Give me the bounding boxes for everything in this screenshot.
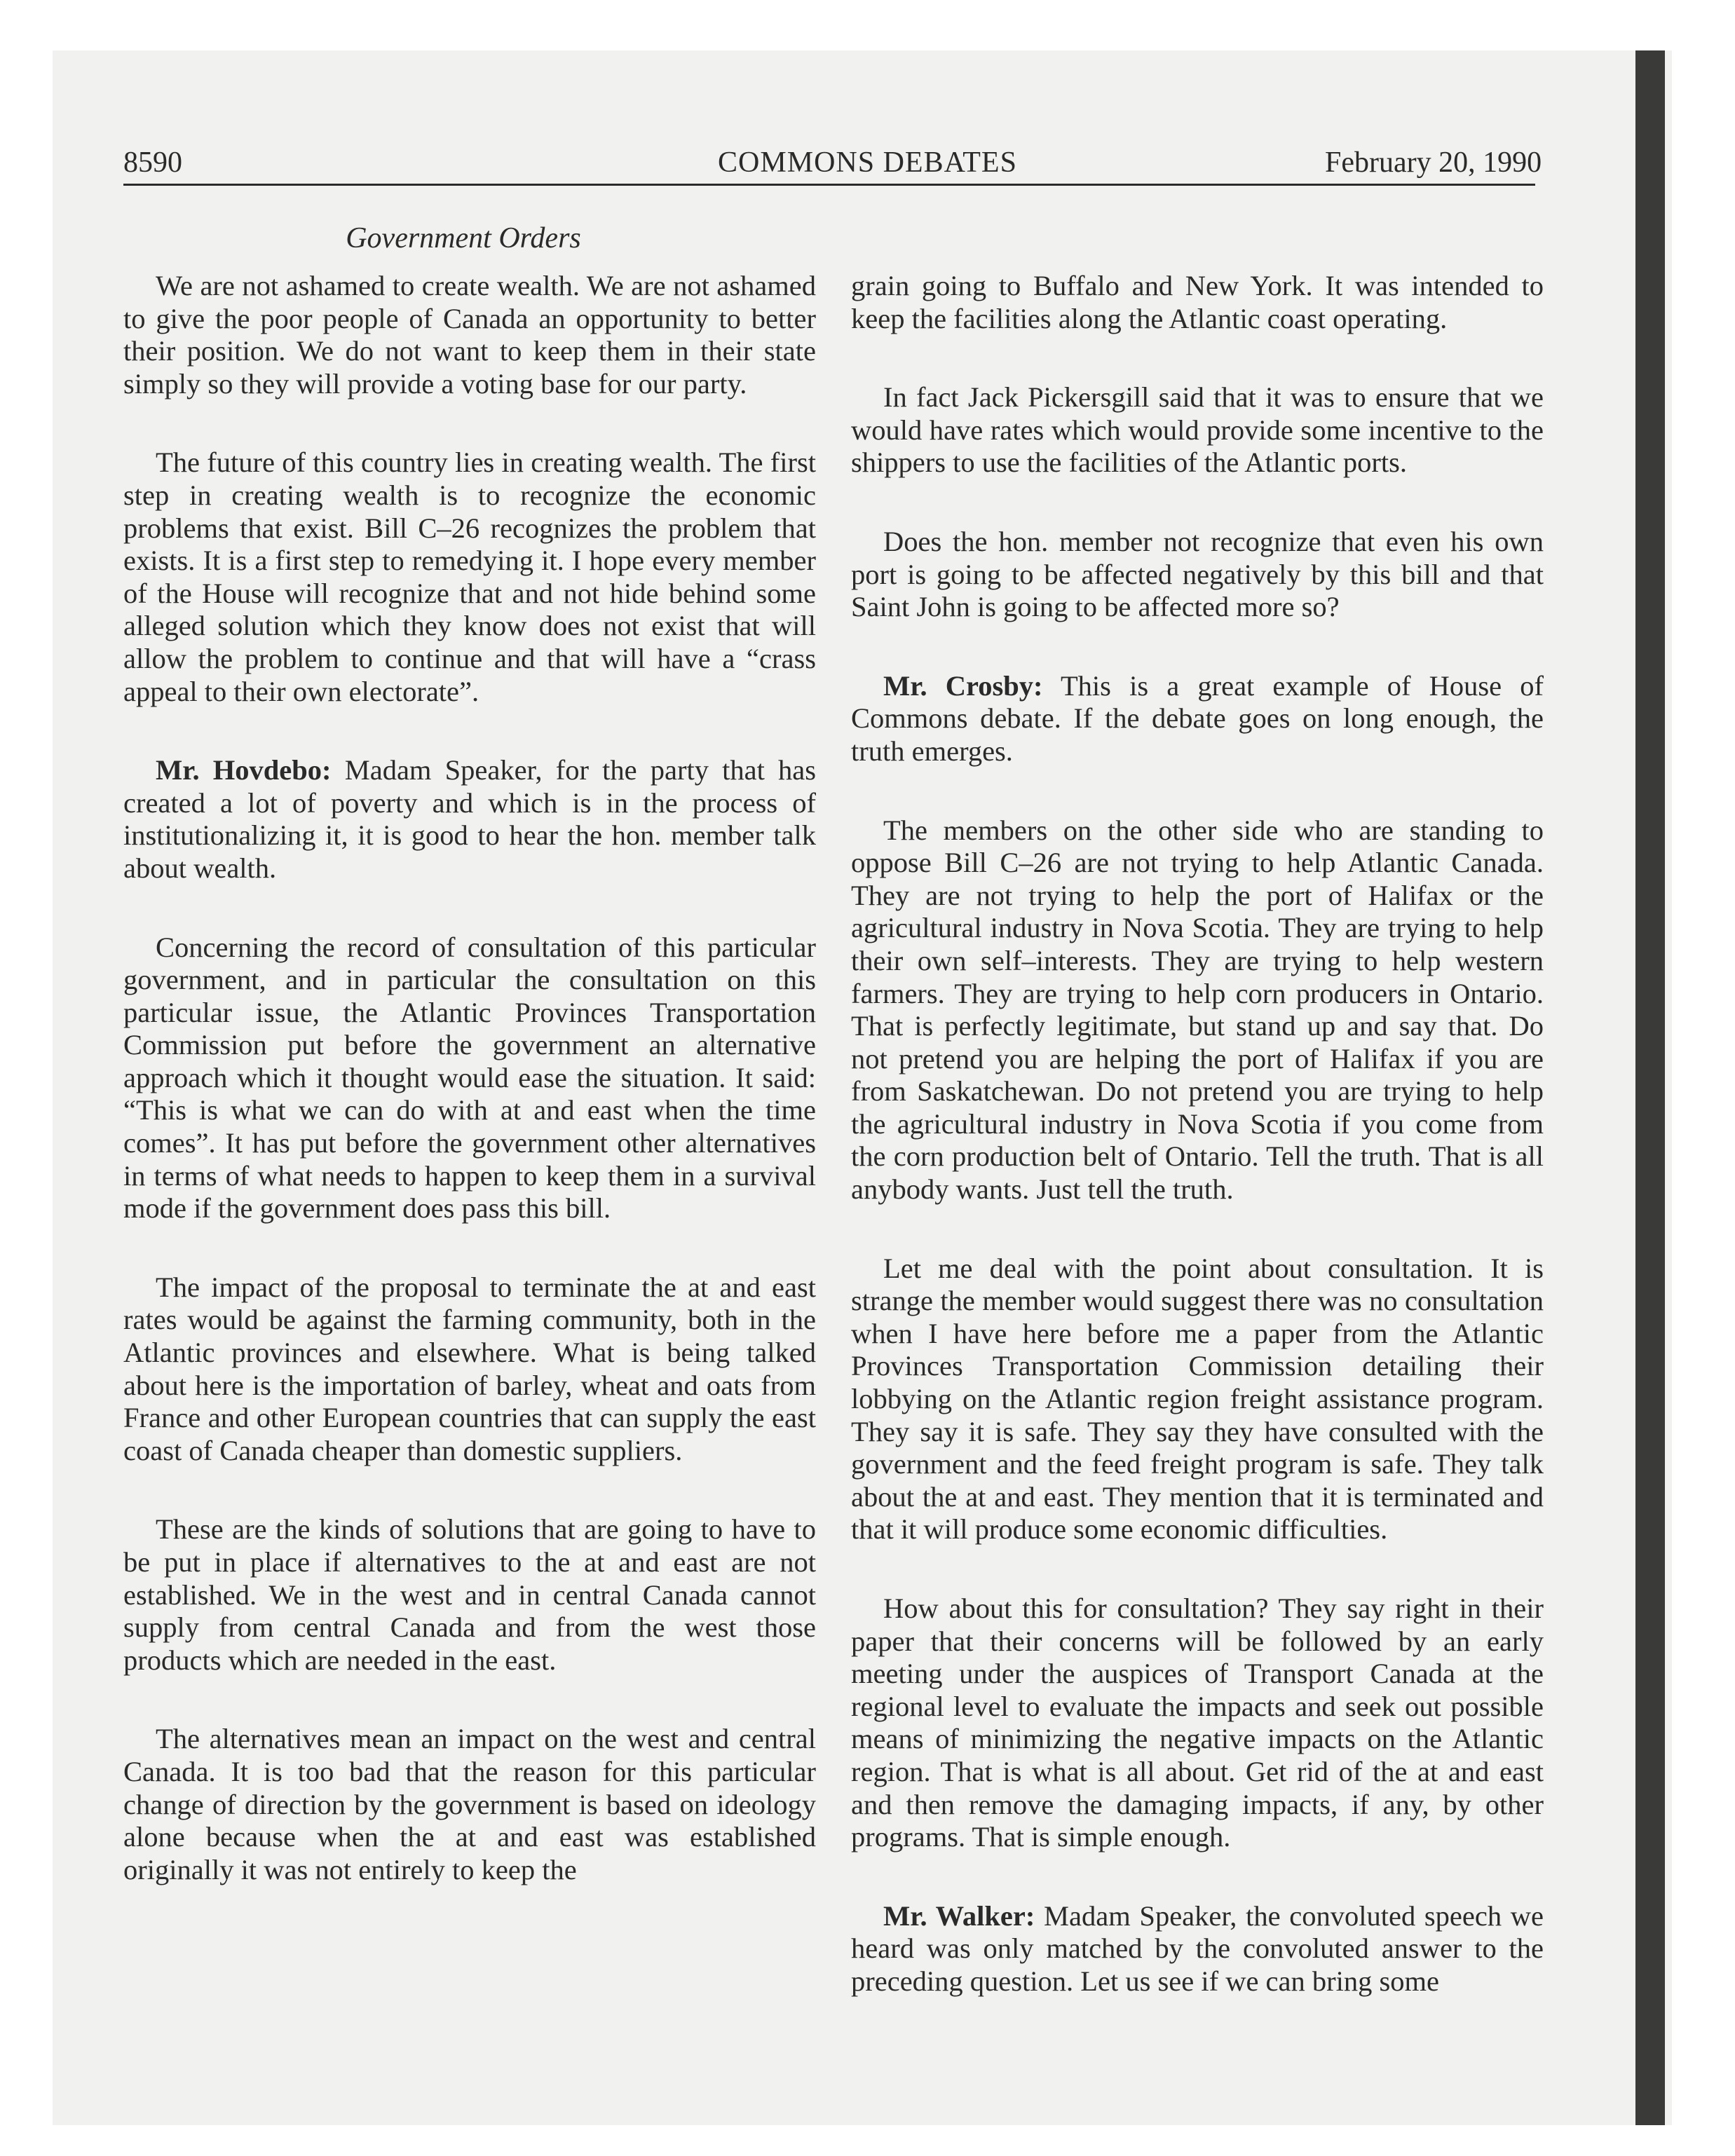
paragraph xyxy=(851,814,1544,1206)
paragraph-text: The alternatives mean an impact on the west and central Canada. It is too bad that the reason for this particular change of direction by the government is based on ideology alone because when the at and east was established originally it was not entirely to keep the xyxy=(123,1723,816,1885)
paragraph xyxy=(123,932,816,1225)
publication-title: COMMONS DEBATES xyxy=(718,146,1017,179)
paragraph-text: Does the hon. member not recognize that even his own port is going to be affected negatively by this bill and that Saint John is going to be affected more so? xyxy=(851,525,1544,623)
speaker-name: Mr. Hovdebo: xyxy=(156,754,332,786)
paragraph xyxy=(851,670,1544,768)
scan-edge-shadow xyxy=(1635,50,1665,2125)
paragraph xyxy=(123,1513,816,1677)
paragraph xyxy=(851,270,1544,335)
paragraph-text: The members on the other side who are standing to oppose Bill C–26 are not trying to help Atlantic Canada. They are not trying to help the port of Halifax or the agricultural industry in Nova Scotia. They are trying to help their own self–interests. They are trying to help western farmers. They are trying to help corn producers in Ontario. That is perfectly legitimate, but stand up and say that. Do not pretend you are helping the port of Halifax if you are from Saskatchewan. Do not pretend you are trying to help the agricultural industry in Nova Scotia if you come from the corn production belt of Ontario. Tell the truth. That is all anybody wants. Just tell the truth. xyxy=(851,814,1544,1206)
header-rule xyxy=(123,184,1535,186)
speaker-name: Mr. Crosby: xyxy=(883,669,1043,702)
paragraph xyxy=(851,1900,1544,1998)
paragraph-text: Madam Speaker, the convoluted speech we heard was only matched by the convoluted answer to the preceding question. Let us see if we can bring some xyxy=(851,1899,1544,1997)
paragraph xyxy=(851,1592,1544,1854)
paragraph-text: This is a great example of House of Commons debate. If the debate goes on long enough, the truth emerges. xyxy=(851,669,1544,767)
paragraph-text: In fact Jack Pickersgill said that it was to ensure that we would have rates which would provide some incentive to the shippers to use the facilities of the Atlantic ports. xyxy=(851,381,1544,479)
paragraph-text: Let me deal with the point about consultation. It is strange the member would suggest there was no consultation when I have here before me a paper from the Atlantic Provinces Transportation Commission detailing their lobbying on the Atlantic region freight assistance program. They say it is safe. They say they have consulted with the government and the feed freight program is safe. They talk about the at and east. They mention that it is terminated and that it will produce some economic difficulties. xyxy=(851,1252,1544,1546)
paragraph-text: The future of this country lies in creating wealth. The first step in creating wealth is to recognize the economic problems that exist. Bill C–26 recognizes the problem that exists. It is a first step to remedying it. I hope every member of the House will recognize that and not hide behind some alleged solution which they know does not exist that will allow the problem to continue and that will have a “crass appeal to their own electorate”. xyxy=(123,446,816,707)
paragraph-text: We are not ashamed to create wealth. We are not ashamed to give the poor people of Canada an opportunity to better their position. We do not want to keep them in their state simply so they will provide a voting base for our party. xyxy=(123,270,816,400)
paragraph-text: The impact of the proposal to terminate the at and east rates would be against the farming community, both in the Atlantic provinces and elsewhere. What is being talked about here is the importation of barley, wheat and oats from France and other European countries that can supply the east coast of Canada cheaper than domestic suppliers. xyxy=(123,1271,816,1466)
paragraph xyxy=(123,446,816,708)
paragraph-text: Madam Speaker, for the party that has created a lot of poverty and which is in the process of institutionalizing it, it is good to hear the hon. member talk about wealth. xyxy=(123,754,817,884)
speaker-name: Mr. Walker: xyxy=(883,1899,1035,1932)
paragraph xyxy=(123,1271,816,1468)
section-title: Government Orders xyxy=(346,222,581,254)
page-number: 8590 xyxy=(123,146,182,179)
paragraph xyxy=(851,1253,1544,1546)
paragraph-text: How about this for consultation? They say right in their paper that their concerns will be followed by an early meeting under the auspices of Transport Canada at the regional level to evaluate the impacts and seek out possible means of minimizing the negative impacts on the Atlantic region. That is what is all about. Get rid of the at and east and then remove the damaging impacts, if any, by other programs. That is simple enough. xyxy=(851,1592,1544,1853)
paragraph xyxy=(123,1723,816,1886)
paragraph xyxy=(851,526,1544,624)
paragraph-text: Concerning the record of consultation of this particular government, and in particular the consultation on this particular issue, the Atlantic Provinces Transportation Commission put before the government an alternative approach which it thought would ease the situation. It said: “This is what we can do with at and east when the time comes”. It has put before the government other alternatives in terms of what needs to happen to keep them in a survival mode if the government does pass this bill. xyxy=(123,931,816,1224)
left-column xyxy=(123,270,816,1932)
right-column xyxy=(851,270,1544,2045)
paragraph xyxy=(123,754,816,885)
publication-date: February 20, 1990 xyxy=(1325,146,1542,179)
paragraph xyxy=(123,270,816,400)
paragraph-text: grain going to Buffalo and New York. It was intended to keep the facilities along the Atlantic coast operating. xyxy=(851,270,1544,334)
paragraph-text: These are the kinds of solutions that are going to have to be put in place if alternatives to the at and east are not established. We in the west and in central Canada cannot supply from central Canada and from the west those products which are needed in the east. xyxy=(123,1513,816,1676)
paragraph xyxy=(851,381,1544,479)
